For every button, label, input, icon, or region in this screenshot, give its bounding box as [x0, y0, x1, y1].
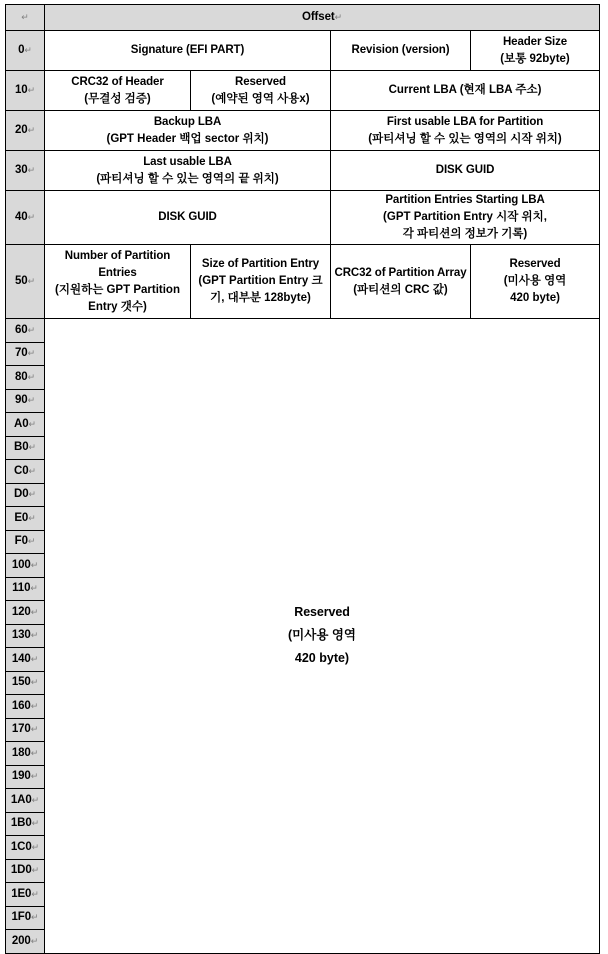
offset-value: 160 [11, 699, 31, 712]
offset-cell-b0 [6, 436, 45, 460]
offset-cell-90 [6, 389, 45, 413]
paragraph-mark-icon: ↵ [27, 85, 36, 95]
offset-value: 170 [11, 723, 31, 736]
offset-value: 120 [11, 605, 31, 618]
offset-cell-170 [6, 718, 45, 742]
field-line: 각 파티션의 정보가 기록) [402, 228, 528, 240]
offset-cell-1c0 [6, 836, 45, 860]
paragraph-mark-icon: ↵ [31, 794, 40, 805]
field-line: (GPT Header 백업 sector 위치) [106, 132, 269, 145]
field-line: Entry 갯수) [88, 300, 147, 313]
offset-cell-70 [6, 342, 45, 366]
field-line: Number of Partition [64, 249, 171, 262]
document-page [0, 4, 608, 947]
field-line: (미사용 영역 [503, 275, 567, 287]
offset-value: 10 [14, 84, 28, 96]
paragraph-mark-icon: ↵ [30, 559, 39, 570]
table-row [6, 151, 600, 191]
offset-cell-1d0 [6, 859, 45, 883]
offset-cell-180 [6, 742, 45, 766]
paragraph-mark-icon: ↵ [30, 747, 39, 758]
paragraph-mark-icon: ↵ [30, 724, 39, 735]
offset-cell-f0 [6, 530, 45, 554]
offset-cell-60 [6, 319, 45, 343]
field-header-size [471, 31, 600, 71]
offset-value: 80 [14, 370, 28, 383]
offset-value: 1D0 [10, 864, 32, 877]
offset-value: 150 [11, 676, 31, 689]
offset-cell-1a0 [6, 789, 45, 813]
paragraph-mark-icon: ↵ [30, 677, 39, 688]
paragraph-mark-icon: ↵ [31, 888, 39, 899]
field-crc32-of-partition-array [331, 245, 471, 319]
offset-cell-40 [6, 191, 45, 245]
offset-value: 100 [11, 558, 31, 571]
paragraph-mark-icon: ↵ [27, 324, 36, 335]
field-line: Entries [98, 266, 137, 279]
offset-value: D0 [14, 488, 29, 501]
offset-cell-d0 [6, 483, 45, 507]
paragraph-mark-icon: ↵ [334, 12, 343, 22]
header-offset-cell [6, 5, 45, 31]
offset-value: 70 [14, 347, 28, 360]
field-backup-lba [45, 111, 331, 151]
field-partition-entries-starting-lba [331, 191, 600, 245]
paragraph-mark-icon: ↵ [21, 12, 29, 22]
field-line: (보통 92byte) [500, 52, 570, 65]
field-number-of-partition-entries [45, 245, 191, 319]
offset-cell-a0 [6, 413, 45, 437]
paragraph-mark-icon: ↵ [30, 700, 39, 711]
paragraph-mark-icon: ↵ [28, 489, 36, 500]
paragraph-mark-icon: ↵ [27, 371, 36, 382]
offset-value: 60 [14, 323, 28, 336]
table-row [6, 111, 600, 151]
offset-value: E0 [14, 511, 29, 524]
offset-title-label: Offset [301, 11, 335, 23]
paragraph-mark-icon: ↵ [28, 418, 36, 429]
offset-cell-1f0 [6, 906, 45, 930]
header-title-cell [45, 5, 600, 31]
field-crc32-of-header [45, 71, 191, 111]
paragraph-mark-icon: ↵ [31, 818, 40, 829]
table-row [6, 319, 600, 343]
offset-value: 50 [14, 275, 28, 287]
offset-cell-130 [6, 624, 45, 648]
paragraph-mark-icon: ↵ [24, 45, 32, 55]
field-line: (파티셔닝 할 수 있는 영역의 시작 위치) [368, 132, 562, 145]
paragraph-mark-icon: ↵ [27, 276, 36, 286]
field-line: DISK GUID [435, 164, 495, 176]
gpt-header-offset-table [5, 4, 600, 954]
field-reserved-50 [471, 245, 600, 319]
paragraph-mark-icon: ↵ [28, 512, 36, 523]
field-line: Reserved [235, 75, 286, 88]
offset-cell-150 [6, 671, 45, 695]
field-line: Signature (EFI PART) [130, 44, 245, 56]
field-line: Revision (version) [351, 44, 450, 56]
offset-value: 140 [11, 652, 31, 665]
field-first-usable-lba [331, 111, 600, 151]
paragraph-mark-icon: ↵ [27, 125, 36, 135]
table-row [6, 245, 600, 319]
offset-value: 190 [11, 770, 31, 783]
field-reserved-10 [191, 71, 331, 111]
offset-value: 1C0 [10, 840, 32, 853]
field-line: Backup LBA [153, 115, 222, 128]
offset-cell-200 [6, 930, 45, 954]
offset-value: 110 [12, 582, 31, 595]
offset-value: 90 [14, 394, 28, 407]
offset-cell-50 [6, 245, 45, 319]
field-disk-guid-30 [331, 151, 600, 191]
offset-value: 1E0 [11, 887, 32, 900]
paragraph-mark-icon: ↵ [28, 442, 36, 453]
field-last-usable-lba [45, 151, 331, 191]
table-row [6, 191, 600, 245]
offset-cell-140 [6, 648, 45, 672]
offset-value: 30 [14, 164, 28, 176]
offset-cell-1e0 [6, 883, 45, 907]
field-revision [331, 31, 471, 71]
field-line: Size of Partition Entry [201, 258, 320, 270]
field-line: (지원하는 GPT Partition [55, 283, 180, 296]
field-size-of-partition-entry [191, 245, 331, 319]
offset-value: 1B0 [10, 817, 32, 830]
field-line: 420 byte) [294, 651, 350, 666]
paragraph-mark-icon: ↵ [28, 465, 36, 476]
offset-value: A0 [14, 417, 29, 430]
offset-cell-10 [6, 71, 45, 111]
offset-cell-120 [6, 601, 45, 625]
offset-cell-100 [6, 554, 45, 578]
paragraph-mark-icon: ↵ [30, 653, 39, 664]
field-line: Partition Entries Starting LBA [385, 194, 545, 206]
field-line: (GPT Partition Entry 시작 위치, [383, 211, 547, 223]
field-line: (무결성 검증) [84, 92, 151, 105]
field-line: Reserved [509, 258, 561, 270]
offset-value: F0 [14, 535, 28, 548]
field-line: 420 byte) [510, 292, 560, 304]
field-line: Current LBA (현재 LBA 주소) [388, 84, 542, 96]
paragraph-mark-icon: ↵ [27, 395, 36, 406]
paragraph-mark-icon: ↵ [30, 771, 39, 782]
field-line: Header Size [502, 35, 568, 48]
field-line: (파티션의 CRC 값) [353, 283, 448, 296]
paragraph-mark-icon: ↵ [30, 935, 39, 946]
offset-cell-20 [6, 111, 45, 151]
paragraph-mark-icon: ↵ [27, 348, 36, 359]
paragraph-mark-icon: ↵ [31, 912, 39, 923]
paragraph-mark-icon: ↵ [30, 606, 39, 617]
offset-value: 1F0 [11, 911, 32, 924]
offset-cell-190 [6, 765, 45, 789]
field-line: (예약된 영역 사용x) [211, 92, 310, 105]
field-reserved-large-block [45, 319, 600, 954]
offset-cell-80 [6, 366, 45, 390]
paragraph-mark-icon: ↵ [27, 165, 36, 175]
paragraph-mark-icon: ↵ [27, 212, 36, 222]
field-line: (파티셔닝 할 수 있는 영역의 끝 위치) [96, 172, 279, 185]
offset-cell-30 [6, 151, 45, 191]
field-line: 기, 대부분 128byte) [210, 292, 311, 304]
offset-value: 180 [11, 746, 31, 759]
field-line: CRC32 of Partition Array [334, 266, 467, 279]
offset-value: B0 [14, 441, 29, 454]
table-header-row [6, 5, 600, 31]
offset-cell-c0 [6, 460, 45, 484]
paragraph-mark-icon: ↵ [31, 865, 40, 876]
offset-value: 20 [14, 124, 28, 136]
offset-value: 130 [11, 629, 31, 642]
offset-cell-110 [6, 577, 45, 601]
field-signature [45, 31, 331, 71]
reserved-block-text [45, 601, 599, 670]
table-row [6, 71, 600, 111]
offset-value: 1A0 [10, 793, 32, 806]
field-disk-guid-40 [45, 191, 331, 245]
field-line: Reserved [294, 605, 350, 620]
offset-cell-160 [6, 695, 45, 719]
paragraph-mark-icon: ↵ [31, 841, 40, 852]
paragraph-mark-icon: ↵ [30, 583, 38, 594]
offset-value: 200 [11, 934, 31, 947]
field-line: First usable LBA for Partition [386, 115, 544, 128]
table-body [6, 5, 600, 954]
field-current-lba [331, 71, 600, 111]
offset-cell-0 [6, 31, 45, 71]
offset-value: 0 [18, 44, 25, 56]
offset-cell-1b0 [6, 812, 45, 836]
field-line: DISK GUID [158, 211, 217, 223]
offset-value: C0 [14, 464, 29, 477]
field-line: CRC32 of Header [71, 75, 164, 88]
field-line: (미사용 영역 [288, 628, 357, 643]
paragraph-mark-icon: ↵ [27, 536, 36, 547]
offset-cell-e0 [6, 507, 45, 531]
table-row [6, 31, 600, 71]
field-line: (GPT Partition Entry 크 [198, 275, 323, 287]
offset-value: 40 [14, 211, 28, 223]
field-line: Last usable LBA [143, 155, 232, 168]
paragraph-mark-icon: ↵ [30, 630, 39, 641]
